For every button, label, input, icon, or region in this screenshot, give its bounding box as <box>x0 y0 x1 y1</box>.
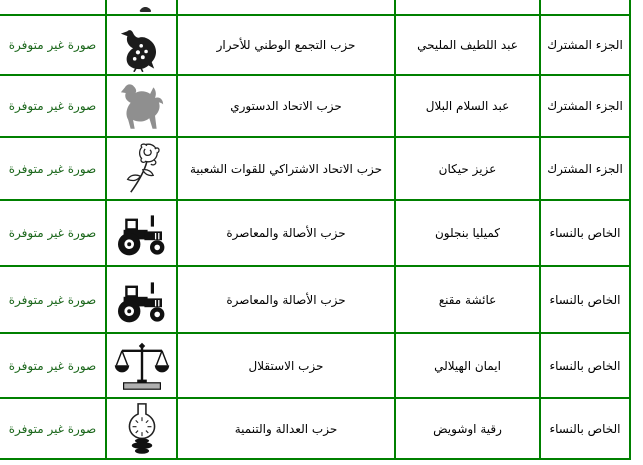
party-cell: حزب الأصالة والمعاصرة <box>177 200 395 266</box>
section-cell: الخاص بالنساء <box>540 200 630 266</box>
section-cell: الخاص بالنساء <box>540 398 630 459</box>
status-cell: صورة غير متوفرة <box>0 15 106 75</box>
status-cell: صورة غير متوفرة <box>0 200 106 266</box>
table-row <box>0 137 630 200</box>
section-cell: الجزء المشترك <box>540 15 630 75</box>
party-cell <box>177 0 395 15</box>
section-cell: الجزء المشترك <box>540 75 630 137</box>
dove-icon <box>106 15 177 75</box>
horse-icon <box>106 75 177 137</box>
lamp-icon <box>106 398 177 459</box>
table-row <box>0 398 630 459</box>
status-cell: صورة غير متوفرة <box>0 137 106 200</box>
candidate-cell: ايمان الهيلالي <box>395 333 540 398</box>
status-cell: صورة غير متوفرة <box>0 75 106 137</box>
symbol-cell <box>106 0 177 15</box>
candidate-cell: عائشة مقنع <box>395 266 540 333</box>
candidate-cell: عزيز حيكان <box>395 137 540 200</box>
section-cell: الخاص بالنساء <box>540 266 630 333</box>
status-cell: صورة غير متوفرة <box>0 398 106 459</box>
partial-cropped-row <box>0 0 630 15</box>
table-row <box>0 266 630 333</box>
party-cell: حزب الاتحاد الدستوري <box>177 75 395 137</box>
candidate-cell: كميليا بنجلون <box>395 200 540 266</box>
table-row <box>0 15 630 75</box>
candidate-cell: عبد السلام البلال <box>395 75 540 137</box>
section-cell <box>540 0 630 15</box>
section-cell: الخاص بالنساء <box>540 333 630 398</box>
candidate-cell: رقية اوشويض <box>395 398 540 459</box>
status-cell <box>0 0 106 15</box>
party-cell: حزب الاتحاد الاشتراكي للقوات الشعبية <box>177 137 395 200</box>
rose-icon <box>106 137 177 200</box>
cropped-symbol-fragment <box>109 1 174 14</box>
party-cell: حزب الأصالة والمعاصرة <box>177 266 395 333</box>
candidate-cell <box>395 0 540 15</box>
table-row <box>0 200 630 266</box>
party-cell: حزب التجمع الوطني للأحرار <box>177 15 395 75</box>
party-cell: حزب العدالة والتنمية <box>177 398 395 459</box>
tractor-icon <box>106 200 177 266</box>
status-cell: صورة غير متوفرة <box>0 333 106 398</box>
tractor-icon <box>106 266 177 333</box>
scales-icon <box>106 333 177 398</box>
section-cell: الجزء المشترك <box>540 137 630 200</box>
status-cell: صورة غير متوفرة <box>0 266 106 333</box>
table-row <box>0 75 630 137</box>
table-row <box>0 333 630 398</box>
candidate-cell: عبد اللطيف المليحي <box>395 15 540 75</box>
party-cell: حزب الاستقلال <box>177 333 395 398</box>
